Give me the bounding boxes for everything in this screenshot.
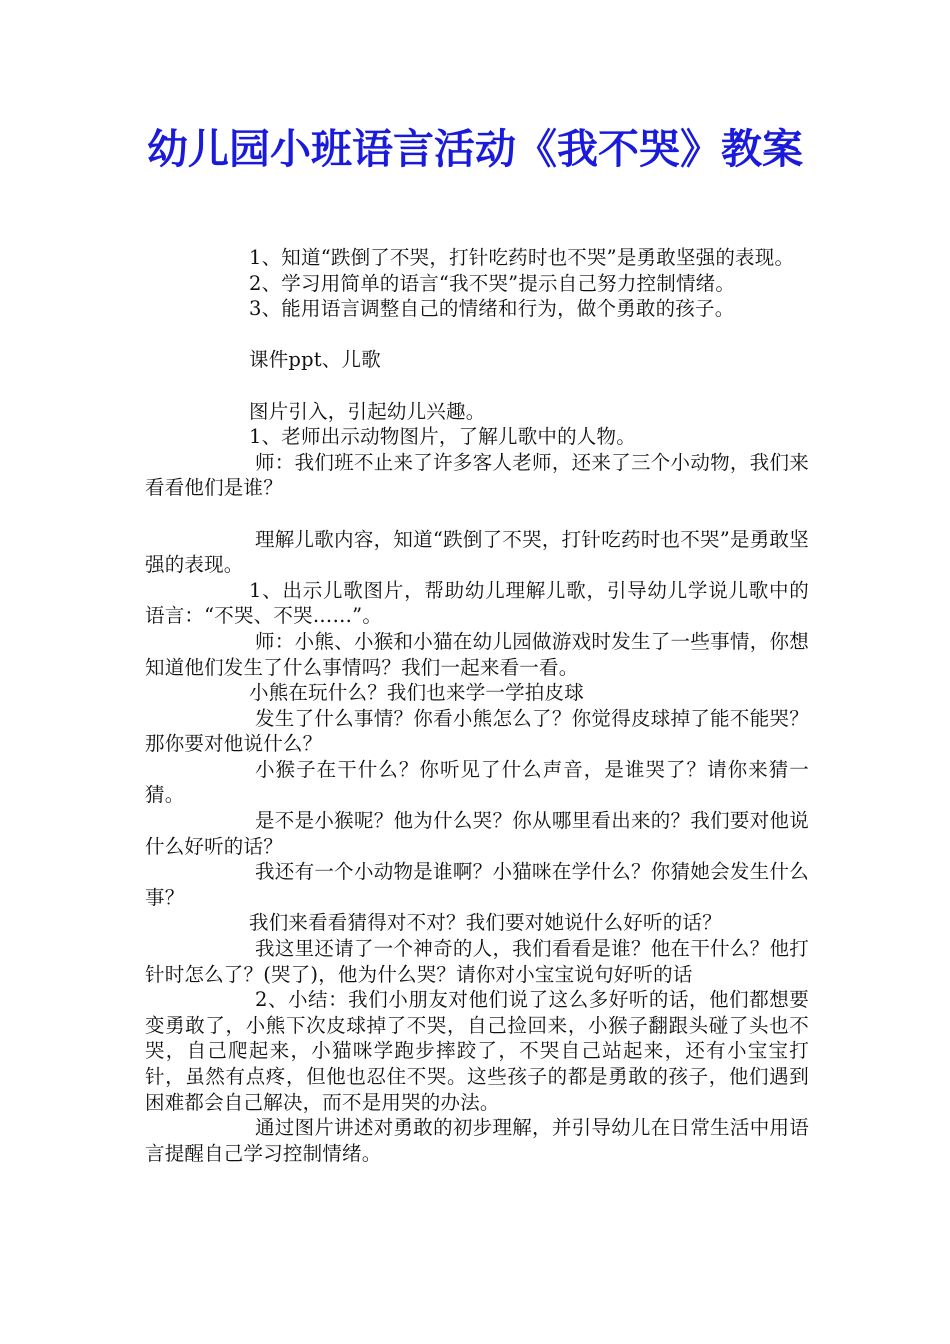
paragraph-summary: 2、小结：我们小朋友对他们说了这么多好听的话，他们都想要变勇敢了，小熊下次皮球掉了不哭，自己捡回来，小猴子翻跟头碰了头也不哭，自己爬起来，小猫咪学跑步摔跤了，不哭自己站起来，还有小宝宝打针，虽然有点疼，但他也忍住不哭。这些孩子的都是勇敢的孩子，他们遇到困难都会自己解决，而不是用哭的办法。: [145, 988, 809, 1114]
document-title: 幼儿园小班语言活动《我不哭》教案: [147, 125, 803, 173]
paragraph-step-2: 1、出示儿歌图片，帮助幼儿理解儿歌，引导幼儿学说儿歌中的语言：“不哭、不哭……”。: [145, 578, 809, 628]
paragraph-cat-check: 我们来看看猜得对不对？我们要对她说什么好听的话？: [249, 911, 722, 935]
paragraph-understand: 理解儿歌内容，知道“跌倒了不哭，打针吃药时也不哭”是勇敢坚强的表现。: [145, 527, 809, 577]
blank-line: [145, 322, 809, 348]
paragraph-bear-play: 小熊在玩什么？我们也来学一学拍皮球: [249, 681, 584, 705]
paragraph-closing: 通过图片讲述对勇敢的初步理解，并引导幼儿在日常生活中用语言提醒自己学习控制情绪。: [145, 1116, 809, 1165]
document-body: [145, 245, 809, 1166]
paragraph-cat-question: 我还有一个小动物是谁啊？小猫咪在学什么？你猜她会发生什么事？: [145, 860, 809, 909]
paragraph-baby-question: 我这里还请了一个神奇的人，我们看看是谁？他在干什么？他打针时怎么了？(哭了)，他为什么哭？请你对小宝宝说句好听的话: [145, 937, 809, 986]
paragraph-monkey-question: 小猴子在干什么？你听见了什么声音，是谁哭了？请你来猜一猜。: [145, 757, 809, 807]
paragraph-goal-1: 1、知道“跌倒了不哭，打针吃药时也不哭”是勇敢坚强的表现。: [249, 246, 795, 269]
paragraph-intro: 图片引入，引起幼儿兴趣。: [249, 399, 486, 423]
paragraph-monkey-cry: 是不是小猴呢？他为什么哭？你从哪里看出来的？我们要对他说什么好听的话？: [145, 809, 809, 858]
paragraph-teacher-2: 师：小熊、小猴和小猫在幼儿园做游戏时发生了一些事情，你想知道他们发生了什么事情吗？我们一起来看一看。: [145, 629, 809, 679]
paragraph-teacher-1: 师：我们班不止来了许多客人老师，还来了三个小动物，我们来看看他们是谁？: [145, 450, 809, 500]
paragraph-materials: 课件ppt、儿歌: [249, 348, 381, 372]
paragraph-step-1: 1、老师出示动物图片，了解儿歌中的人物。: [249, 425, 636, 449]
paragraph-goal-3: 3、能用语言调整自己的情绪和行为，做个勇敢的孩子。: [249, 297, 735, 321]
blank-line: [145, 373, 809, 399]
paragraph-goal-2: 2、学习用简单的语言“我不哭”提示自己努力控制情绪。: [249, 271, 736, 295]
paragraph-bear-question: 发生了什么事情？你看小熊怎么了？你觉得皮球掉了能不能哭？那你要对他说什么？: [145, 706, 809, 756]
blank-line: [145, 501, 809, 527]
